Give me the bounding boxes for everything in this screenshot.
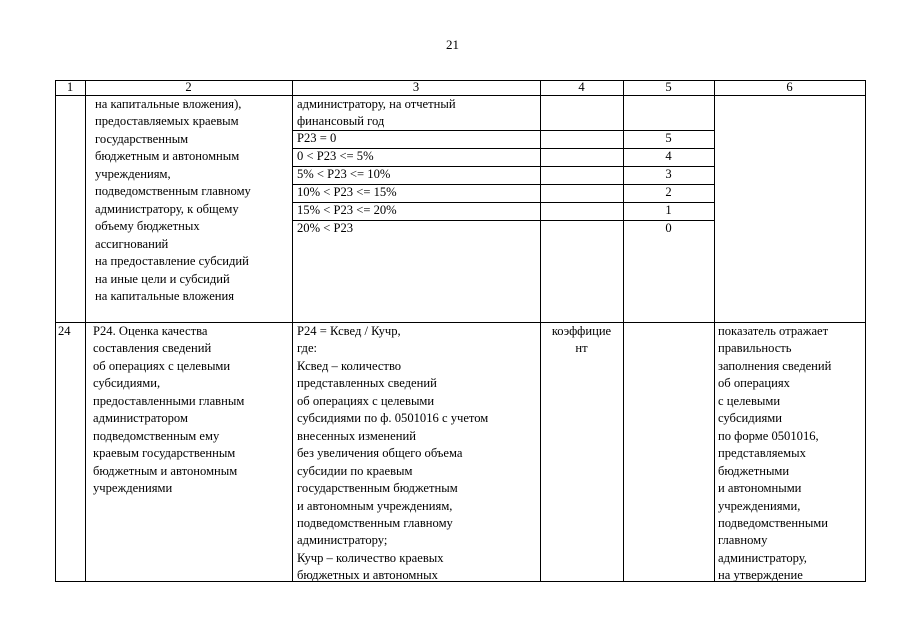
criteria-condition: 20% < Р23 [297,221,354,235]
cell-text-line: об операциях с целевыми [297,393,435,408]
col-border-2 [292,80,293,582]
cell-text-line: учреждениями [93,481,173,496]
cell-text-line: финансовый год [297,114,385,129]
cell-text-line: администратору, на отчетный [297,97,456,111]
cell-text-line: коэффицие [551,324,612,338]
cell-text-line: представленных сведений [297,376,437,391]
cell-text-line: краевым государственным [93,446,236,461]
criteria-table [55,80,866,582]
header-col-2: 2 [185,80,192,94]
cell-text-line: и автономным учреждениям, [297,498,453,513]
cell-text-line: на иные цели и субсидий [95,271,230,286]
criteria-condition: 10% < Р23 <= 15% [297,185,397,199]
cell-text-line: где: [297,341,318,356]
cell-text-line: бюджетным и автономным [95,149,240,164]
cell-text-line: на предоставление субсидий [95,254,249,269]
cell-text-line: предоставляемых краевым [95,114,239,129]
cell-text-line: субсидиями [718,411,782,426]
cell-text-line: заполнения сведений [718,358,832,373]
cell-text-line: с целевыми [718,393,781,408]
cell-text-line: государственным бюджетным [297,481,458,496]
cell-text-line: субсидии по краевым [297,463,413,478]
cell-text-line: показатель отражает [718,324,829,338]
criteria-score: 3 [665,167,672,181]
cell-text-line: об операциях [718,376,790,391]
cell-text-line: правильность [718,341,792,356]
cell-text-line: и автономными [718,481,802,496]
cell-text-line: Р24 = Ксвед / Кучр, [297,324,401,338]
cell-text-line: подведомственным главному [95,184,251,199]
cell-text-line: бюджетными [718,463,790,478]
criteria-score: 0 [665,221,672,235]
col-border-6 [865,80,866,582]
cell-text-line: Р24. Оценка качества [93,324,208,338]
cell-text-line: подведомственным ему [93,428,220,443]
page-number: 21 [446,37,459,52]
cell-text-line: администратору, [718,550,807,565]
criteria-condition: Р23 = 0 [297,131,337,145]
cell-text-line: Кучр – количество краевых [297,550,444,565]
cell-text-line: составления сведений [93,341,212,356]
cell-text-line: ассигнований [95,236,169,251]
criteria-condition: 0 < Р23 <= 5% [297,149,374,163]
criteria-condition: 5% < Р23 <= 10% [297,167,391,181]
cell-text-line: подведомственным главному [297,515,453,530]
header-col-1: 1 [66,80,74,94]
col-border-1 [85,80,86,582]
cell-text-line: об операциях с целевыми [93,358,231,373]
cell-text-line: учреждениями, [718,498,801,513]
cell-text-line: администратору, к общему [95,201,239,216]
cell-text-line: подведомственными [718,515,829,530]
cell-text-line: без увеличения общего объема [297,446,463,461]
criteria-score: 4 [665,149,672,163]
cell-text-line: государственным [95,131,189,146]
criteria-score: 2 [665,185,672,199]
cell-text-line: на утверждение [718,568,803,583]
cell-text-line: на капитальные вложения [95,288,235,303]
criteria-score: 1 [665,203,672,217]
header-col-6: 6 [786,80,793,94]
criteria-condition: 15% < Р23 <= 20% [297,203,397,217]
cell-text-line: предоставленными главным [93,393,245,408]
cell-text-line: на капитальные вложения), [95,97,242,111]
cell-text-line: учреждениям, [95,166,171,181]
cell-text-line: Ксвед – количество [297,358,402,373]
row-number: 24 [58,324,71,338]
cell-text-line: главному [718,533,768,548]
cell-text-line: администратору; [297,533,388,548]
col-border-5 [714,80,715,582]
header-col-5: 5 [665,80,672,94]
cell-text-line: субсидиями, [93,376,161,391]
criteria-score: 5 [665,131,672,145]
cell-text-line: по форме 0501016, [718,428,819,443]
header-col-3: 3 [412,80,420,94]
header-col-4: 4 [578,80,585,94]
cell-text-line: представляемых [718,446,806,461]
col-border-0 [55,80,56,582]
cell-text-line: бюджетных и автономных [297,568,438,583]
cell-text-line: нт [575,341,588,356]
cell-text-line: администратором [93,411,188,426]
cell-text-line: внесенных изменений [297,428,416,443]
cell-text-line: объему бюджетных [95,219,200,234]
cell-text-line: бюджетным и автономным [93,463,238,478]
cell-text-line: субсидиями по ф. 0501016 с учетом [297,411,489,426]
